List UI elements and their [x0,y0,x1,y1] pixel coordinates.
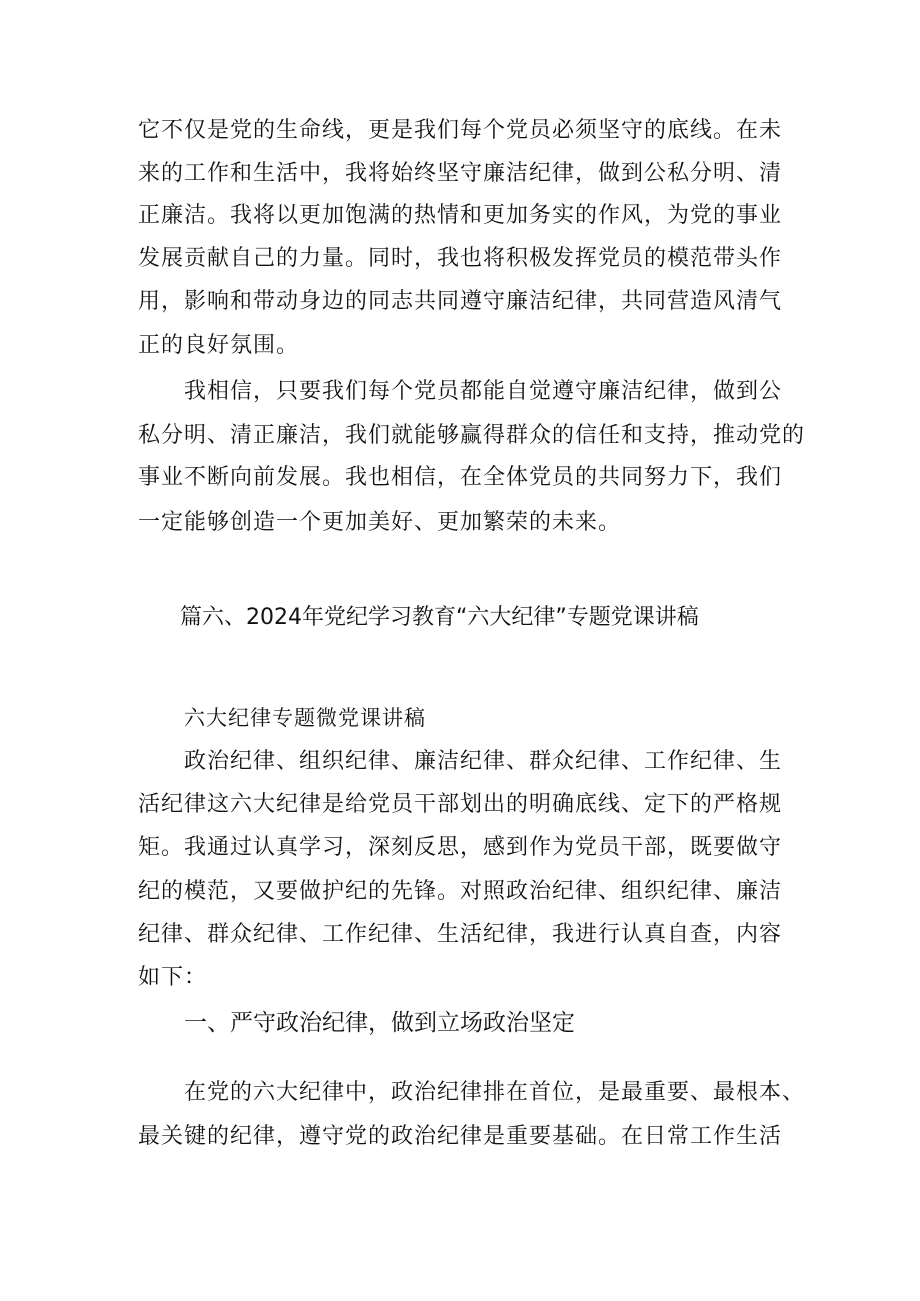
paragraph-3-line: 纪的模范，又要做护纪的先锋。对照政治纪律、组织纪律、廉洁 [138,879,783,904]
paragraph-1-line: 发展贡献自己的力量。同时，我也将积极发挥党员的模范带头作 [138,246,783,271]
paragraph-3-line: 矩。我通过认真学习，深刻反思，感到作为党员干部，既要做守 [138,835,783,860]
paragraph-3-line: 如下： [138,965,208,990]
paragraph-3-line: 活纪律这六大纪律是给党员干部划出的明确底线、定下的严格规 [138,792,783,817]
paragraph-1-line: 正的良好氛围。 [138,333,300,358]
subtitle: 六大纪律专题微党课讲稿 [184,706,426,730]
paragraph-3-line: 纪律、群众纪律、工作纪律、生活纪律，我进行认真自查，内容 [138,922,783,947]
paragraph-2-line: 事业不断向前发展。我也相信，在全体党员的共同努力下，我们 [138,465,783,490]
paragraph-3-line: 政治纪律、组织纪律、廉洁纪律、群众纪律、工作纪律、生 [184,749,783,774]
paragraph-2-line: 我相信，只要我们每个党员都能自觉遵守廉洁纪律，做到公 [184,379,783,404]
section-title: 篇六、2024年党纪学习教育“六大纪律”专题党课讲稿 [180,605,699,630]
paragraph-2-line: 一定能够创造一个更加美好、更加繁荣的未来。 [138,510,622,535]
paragraph-1-line: 它不仅是党的生命线，更是我们每个党员必须坚守的底线。在未 [138,118,783,143]
paragraph-2-line: 私分明、清正廉洁，我们就能够赢得群众的信任和支持，推动党的 [138,423,806,448]
heading-1: 一、严守政治纪律，做到立场政治坚定 [184,1010,575,1036]
paragraph-1-line: 来的工作和生活中，我将始终坚守廉洁纪律，做到公私分明、清 [138,161,783,186]
paragraph-4-line: 最关键的纪律，遵守党的政治纪律是重要基础。在日常工作生活 [138,1124,783,1149]
paragraph-1-line: 用，影响和带动身边的同志共同遵守廉洁纪律，共同营造风清气 [138,289,783,314]
paragraph-4-line: 在党的六大纪律中，政治纪律排在首位，是最重要、最根本、 [184,1080,806,1105]
paragraph-1-line: 正廉洁。我将以更加饱满的热情和更加务实的作风，为党的事业 [138,203,783,228]
